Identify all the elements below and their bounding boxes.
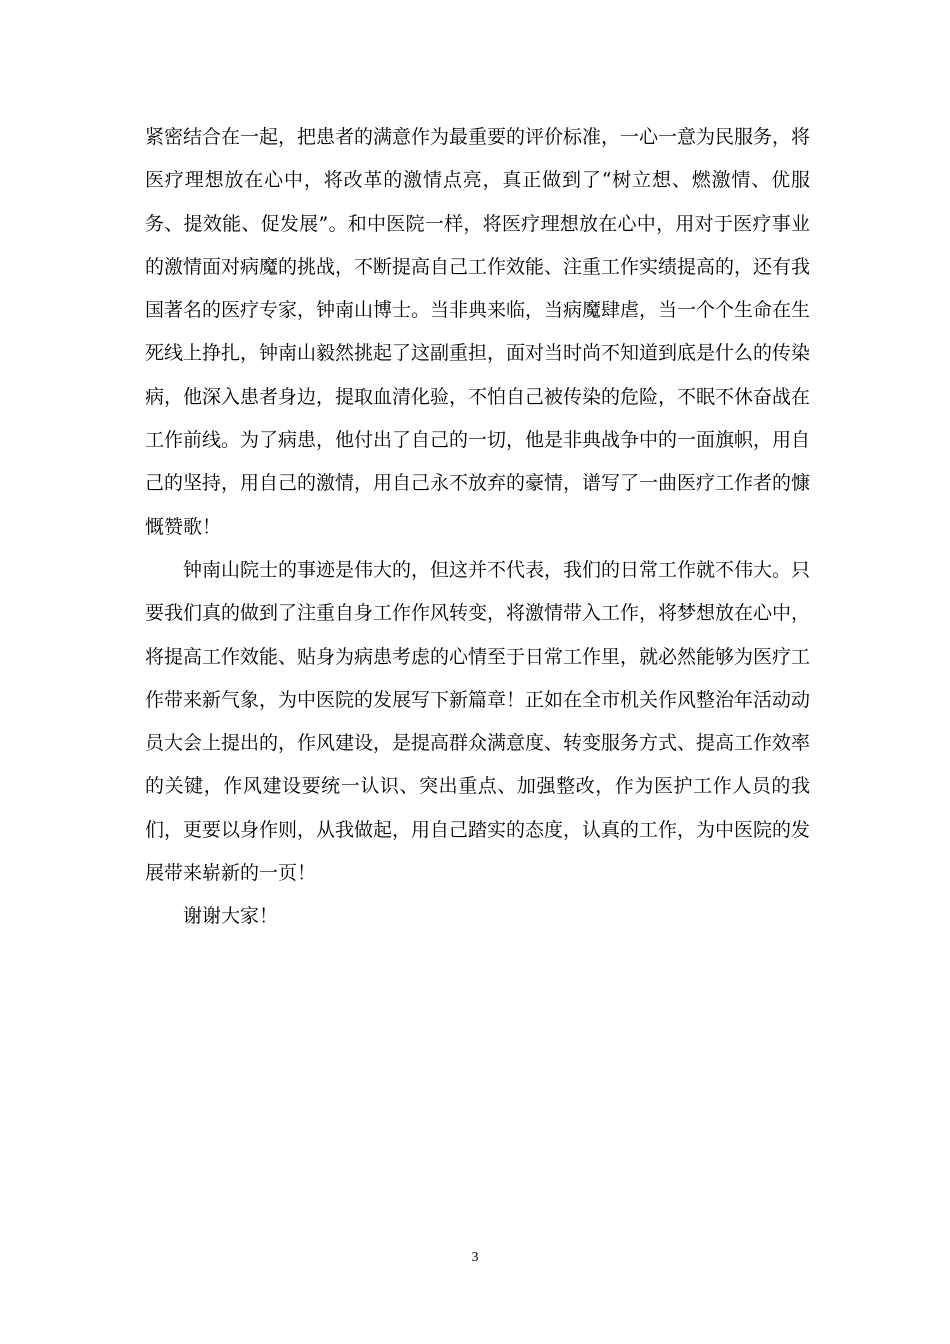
page-number: 3 bbox=[471, 1250, 479, 1265]
document-body bbox=[145, 116, 810, 939]
paragraph-continued: 紧密结合在一起，把患者的满意作为最重要的评价标准，一心一意为民服务，将医疗理想放在心中，将改革的激情点亮，真正做到了“树立想、燃激情、优服务、提效能、促发展”。和中医院一样，将医疗理想放在心中，用对于医疗事业的激情面对病魔的挑战，不断提高自己工作效能、注重工作实绩提高的，还有我国著名的医疗专家，钟南山博士。当非典来临，当病魔肆虐，当一个个生命在生死线上挣扎，钟南山毅然挑起了这副重担，面对当时尚不知道到底是什么的传染病，他深入患者身边，提取血清化验，不怕自己被传染的危险，不眠不休奋战在工作前线。为了病患，他付出了自己的一切，他是非典战争中的一面旗帜，用自己的坚持，用自己的激情，用自己永不放弃的豪情，谱写了一曲医疗工作者的慷慨赞歌！ bbox=[145, 126, 811, 538]
paragraph-closing-thanks: 谢谢大家！ bbox=[183, 905, 279, 928]
paragraph-zhong-nanshan: 钟南山院士的事迹是伟大的，但这并不代表，我们的日常工作就不伟大。只要我们真的做到了注重自身工作作风转变，将激情带入工作，将梦想放在心中，将提高工作效能、贴身为病患考虑的心情至于日常工作里，就必然能够为医疗工作带来新气象，为中医院的发展写下新篇章！正如在全市机关作风整治年活动动员大会上提出的，作风建设，是提高群众满意度、转变服务方式、提高工作效率的关键，作风建设要统一认识、突出重点、加强整改，作为医护工作人员的我们，更要以身作则，从我做起，用自己踏实的态度，认真的工作，为中医院的发展带来崭新的一页！ bbox=[145, 558, 811, 885]
